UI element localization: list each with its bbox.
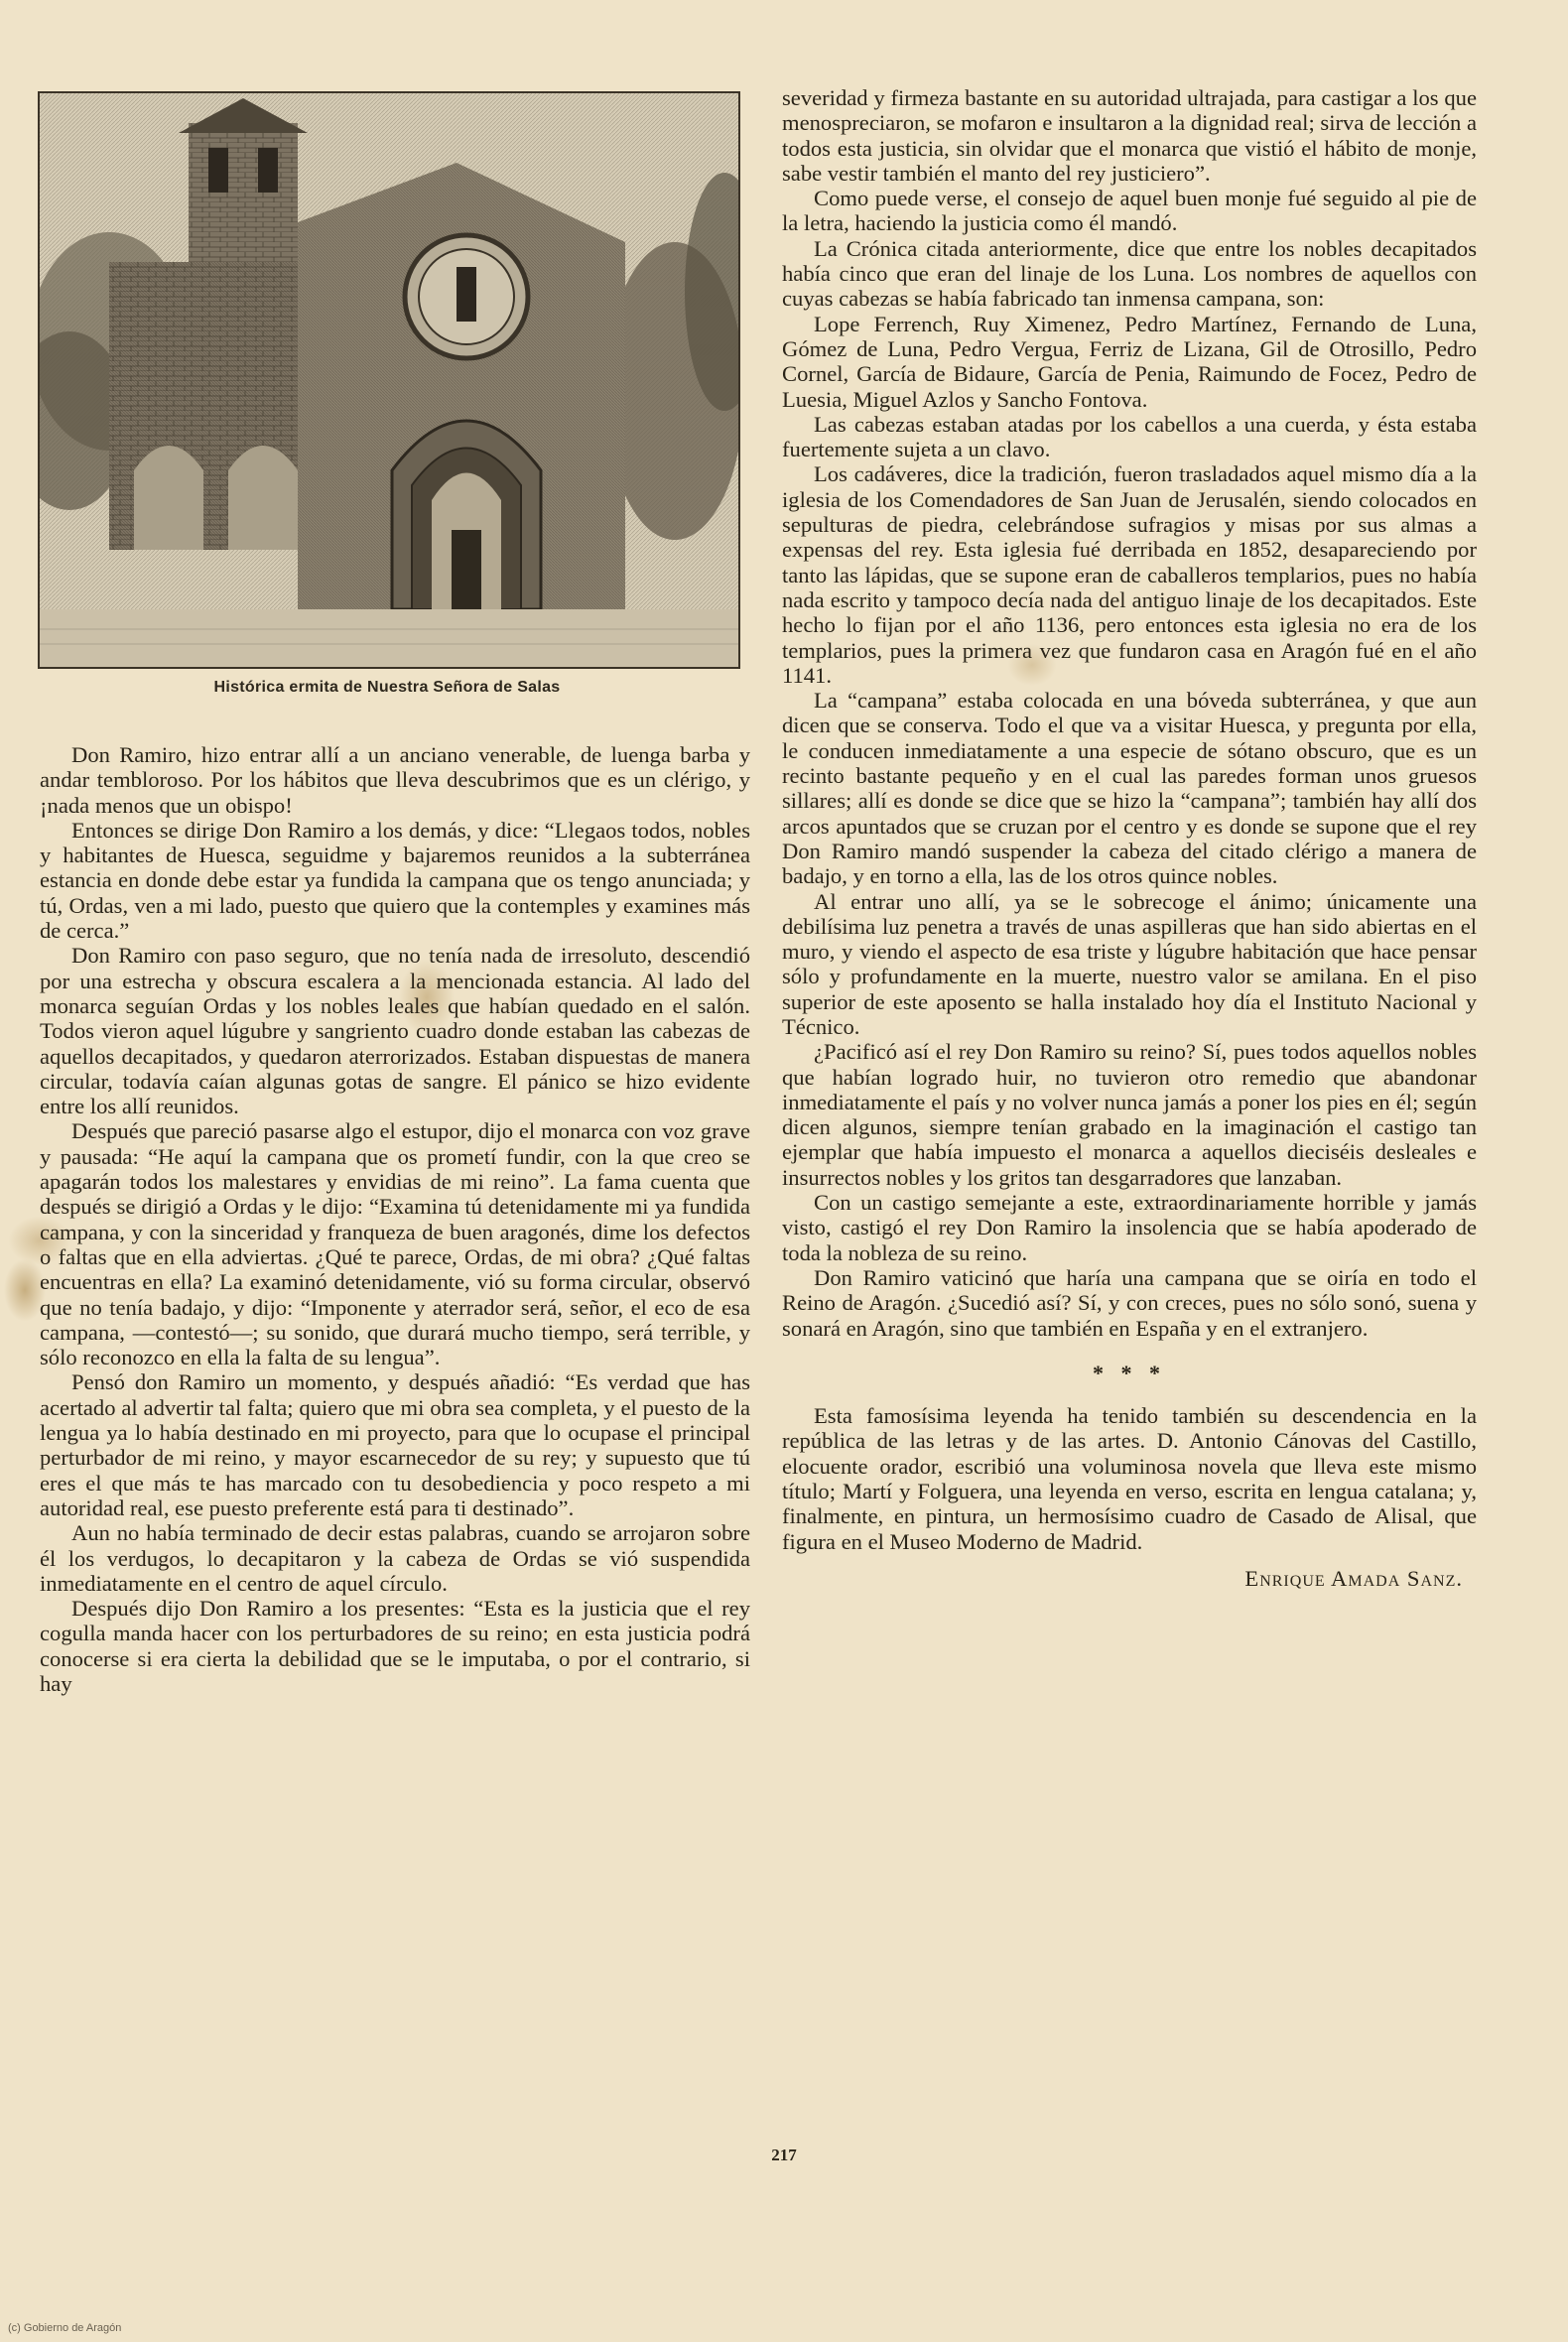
- church-engraving-image: [40, 93, 738, 667]
- paragraph: La Crónica citada anteriormente, dice que entre los nobles decapitados había cinco que eran del linaje de los Luna. Los nombres de aquellos con cuyas cabezas se había fabricado tan inmensa campana, son:: [782, 235, 1477, 312]
- paragraph: Como puede verse, el consejo de aquel buen monje fué seguido al pie de la letra, haciendo la justicia como él mandó.: [782, 186, 1477, 236]
- right-column: [782, 85, 1477, 1591]
- figure-caption: Histórica ermita de Nuestra Señora de Salas: [213, 679, 561, 696]
- paragraph: Don Ramiro vaticinó que haría una campana que se oiría en todo el Reino de Aragón. ¿Sucedió así? Sí, y con creces, pues no sólo sonó, suena y sonará en Aragón, sino que también en España y en el extranjero.: [782, 1264, 1477, 1341]
- paragraph: Al entrar uno allí, ya se le sobrecoge el ánimo; únicamente una debilísima luz penetra a través de unas aspilleras que han sido abiertas en el muro, y viendo el aspecto de esa triste y lúgubre habitación que hace pensar sólo y profundamente en la muerte, nuestro valor se amilana. En el piso superior de este aposento se halla instalado hoy día el Instituto Nacional y Técnico.: [782, 888, 1477, 1039]
- paragraph: Con un castigo semejante a este, extraordinariamente horrible y jamás visto, castigó el rey Don Ramiro la insolencia que se había apoderado de toda la nobleza de su reino.: [782, 1190, 1477, 1265]
- paragraph: Esta famosísima leyenda ha tenido también su descendencia en la república de las letras y de las artes. D. Antonio Cánovas del Castillo, elocuente orador, escribió una voluminosa novela que lleva este mismo título; Martí y Folguera, una leyenda en verso, escrita en lengua catalana; y, finalmente, en pintura, un hermosísimo cuadro de Casado de Alisal, que figura en el Museo Moderno de Madrid.: [782, 1403, 1477, 1554]
- church-illustration: [38, 91, 740, 669]
- paragraph: Don Ramiro, hizo entrar allí a un anciano venerable, de luenga barba y andar tembloroso. Por los hábitos que lleva descubrimos que es un clérigo, y ¡nada menos que un obispo!: [40, 742, 750, 818]
- paragraph: Los cadáveres, dice la tradición, fueron trasladados aquel mismo día a la iglesia de los Comendadores de San Juan de Jerusalén, siendo colocados en sepulturas de piedra, celebrándose sufragios y misas por sus almas a expensas del rey. Esta iglesia fué derribada en 1852, desapareciendo por tanto las lápidas, que se supone eran de caballeros templarios, pues no había nada escrito y tampoco decía nada del antiguo linaje de los decapitados. Este hecho lo fijan por el año 1136, pero entonces esta iglesia no era de los templarios, pues la primera vez que fundaron casa en Aragón fué en el año 1141.: [782, 461, 1477, 688]
- paragraph: severidad y firmeza bastante en su autoridad ultrajada, para castigar a los que menospreciaron, se mofaron e insultaron a la dignidad real; sirva de lección a todos esta justicia, sin olvidar que el monarca que vistió el hábito de monje, sabe vestir también el manto del rey justiciero”.: [782, 85, 1477, 186]
- paragraph: Entonces se dirige Don Ramiro a los demás, y dice: “Llegaos todos, nobles y habitantes de Huesca, seguidme y bajaremos reunidos a la subterránea estancia en donde debe estar ya fundida la campana que os tengo anunciada; y tú, Ordas, ven a mi lado, puesto que quiero que la contemples y examines más de cerca.”: [40, 817, 750, 944]
- paragraph: Don Ramiro con paso seguro, que no tenía nada de irresoluto, descendió por una estrecha y obscura escalera a la mencionada estancia. Al lado del monarca seguían Ordas y los nobles leales que habían quedado en el salón. Todos vieron aquel lúgubre y sangriento cuadro donde estaban las cabezas de aquellos decapitados, y quedaron aterrorizados. Estaban dispuestas de manera circular, todavía caían algunas gotas de sangre. El pánico se hizo evidente entre los allí reunidos.: [40, 943, 750, 1119]
- paragraph: Aun no había terminado de decir estas palabras, cuando se arrojaron sobre él los verdugos, lo decapitaron y la cabeza de Ordas se vió suspendida inmediatamente en el centro de aquel círculo.: [40, 1520, 750, 1596]
- page-number: 217: [771, 2146, 797, 2164]
- copyright-credit: (c) Gobierno de Aragón: [8, 2322, 122, 2334]
- left-column: [40, 742, 750, 1696]
- paragraph: Las cabezas estaban atadas por los cabellos a una cuerda, y ésta estaba fuertemente sujeta a un clavo.: [782, 411, 1477, 462]
- paragraph: La “campana” estaba colocada en una bóveda subterránea, y que aun dicen que se conserva. Todo el que va a visitar Huesca, y pregunta por ella, le conducen inmediatamente a una especie de sótano obscuro, que es un recinto bastante pequeño y en el cual las paredes forman unos gruesos sillares; allí es donde se dice que se hizo la “campana”; también hay allí dos arcos apuntados que se cruzan por el centro y es donde se supone que el rey Don Ramiro mandó suspender la cabeza del citado clérigo a manera de badajo, y en torno a ella, las de los otros quince nobles.: [782, 688, 1477, 889]
- author-signature: Enrique Amada Sanz.: [1244, 1565, 1463, 1591]
- paragraph: ¿Pacificó así el rey Don Ramiro su reino? Sí, pues todos aquellos nobles que habían logrado huir, no tuvieron otro remedio que abandonar inmediatamente el país y no volver nunca jamás a poner los pies en él; según dicen algunos, siempre tenían grabado en la imaginación el castigo tan ejemplar que había impuesto el monarca a aquellos dieciséis desleales e insurrectos nobles y los gritos tan desgarradores que lanzaban.: [782, 1039, 1477, 1190]
- names-list: Lope Ferrench, Ruy Ximenez, Pedro Martínez, Fernando de Luna, Gómez de Luna, Pedro Vergua, Ferriz de Lizana, Gil de Otrosillo, Pedro Cornel, García de Bidaure, García de Penia, Raimundo de Focez, Pedro de Luesia, Miguel Azlos y Sancho Fontova.: [782, 311, 1477, 412]
- paragraph: Después dijo Don Ramiro a los presentes: “Esta es la justicia que el rey cogulla manda hacer con los perturbadores de su reino; en esta justicia podrá conocerse si era cierta la debilidad que se le imputaba, o por el contrario, si hay: [40, 1596, 750, 1696]
- paragraph: Después que pareció pasarse algo el estupor, dijo el monarca con voz grave y pausada: “He aquí la campana que os prometí fundir, con la que creo se apagarán todos los malestares y envidias de mi reino”. La fama cuenta que después se dirigió a Ordas y le dijo: “Examina tú detenidamente mi ya fundida campana, y con la sinceridad y franqueza de buen aragonés, dime los defectos o faltas que en ella adviertas. ¿Qué te parece, Ordas, de mi obra? ¿Qué faltas encuentras en ella? La examinó detenidamente, vió su forma circular, observó que no tenía badajo, y dijo: “Imponente y aterrador será, señor, el eco de esa campana, —contestó—; su sonido, que durará mucho tiempo, será terrible, y sólo reconozco en ella la falta de su lengua”.: [40, 1118, 750, 1370]
- paragraph: Pensó don Ramiro un momento, y después añadió: “Es verdad que has acertado al advertir tal falta; quiero que mi obra sea completa, y el puesto de la lengua ya lo había destinado en mi proyecto, para que lo ocupase el principal perturbador de mi reino, y mayor escarnecedor de su rey; y supuesto que tú eres el que más te has marcado con tu desobediencia y poco respeto a mi autoridad real, ese puesto preferente está para ti destinado”.: [40, 1369, 750, 1520]
- section-separator: * * *: [1093, 1360, 1166, 1385]
